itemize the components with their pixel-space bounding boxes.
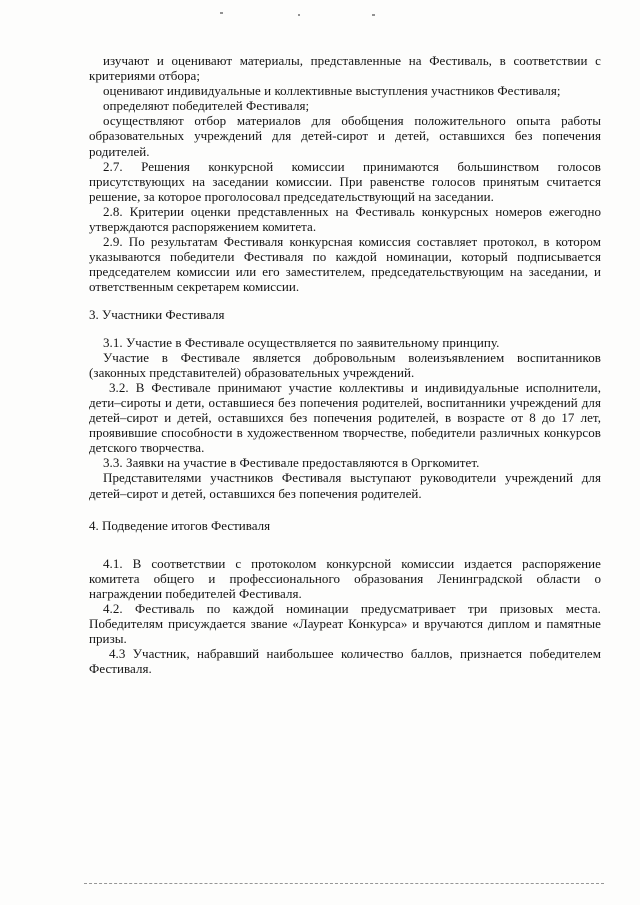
paragraph: 4.3 Участник, набравший наибольшее количество баллов, признается победителем Фестиваля.: [89, 646, 601, 677]
paragraph: 2.7. Решения конкурсной комиссии принимаются большинством голосов присутствующих на заседании комиссии. При равенстве голосов принятым считается решение, за которое проголосовал председательствующий на заседании.: [89, 158, 601, 204]
scan-speck: [372, 14, 375, 16]
paragraph: оценивают индивидуальные и коллективные выступления участников Фестиваля;: [103, 83, 561, 99]
paragraph: 4.2. Фестиваль по каждой номинации предусматривает три призовых места. Победителям присуждается звание «Лауреат Конкурса» и вручаются диплом и памятные призы.: [89, 601, 601, 647]
paragraph: Представителями участников Фестиваля выступают руководители учреждений для детей–сирот и детей, оставшихся без попечения родителей.: [89, 470, 601, 501]
paragraph: определяют победителей Фестиваля;: [103, 98, 310, 114]
paragraph: Участие в Фестивале является добровольным волеизъявлением воспитанников (законных представителей) образовательных учреждений.: [89, 349, 601, 380]
paragraph: 3.1. Участие в Фестивале осуществляется по заявительному принципу.: [103, 334, 500, 350]
paragraph: изучают и оценивают материалы, представленные на Фестиваль, в соответствии с критериями отбора;: [89, 53, 601, 84]
document-body: [89, 53, 601, 676]
scan-speck: [298, 14, 300, 16]
scan-edge-line: [84, 883, 604, 884]
paragraph: 3.2. В Фестивале принимают участие коллективы и индивидуальные исполнители, дети–сироты и дети, оставшиеся без попечения родителей, воспитанники учреждений для детей–сирот и детей, оставшихся без попечения родителей, в возрасте от 8 до 17 лет, проявившие способности в художественном творчестве, победители различных конкурсов детского творчества.: [89, 379, 601, 456]
paragraph: 2.8. Критерии оценки представленных на Фестиваль конкурсных номеров ежегодно утверждаются распоряжением комитета.: [89, 203, 601, 235]
paragraph: 2.9. По результатам Фестиваля конкурсная комиссия составляет протокол, в котором указываются победители Фестиваля по каждой номинации, который подписывается председателем комиссии или его заместителем, председательствующим на заседании, и ответственным секретарем комиссии.: [89, 234, 601, 295]
paragraph: 4.1. В соответствии с протоколом конкурсной комиссии издается распоряжение комитета общего и профессионального образования Ленинградской области о награждении победителей Фестиваля.: [89, 555, 601, 601]
section-heading: 4. Подведение итогов Фестиваля: [89, 517, 271, 533]
section-heading: 3. Участники Фестиваля: [89, 306, 225, 322]
paragraph: осуществляют отбор материалов для обобщения положительного опыта работы образовательных учреждений для детей-сирот и детей, оставшихся без попечения родителей.: [89, 113, 601, 159]
scan-speck: [220, 12, 223, 14]
paragraph: 3.3. Заявки на участие в Фестивале предоставляются в Оргкомитет.: [103, 455, 480, 471]
